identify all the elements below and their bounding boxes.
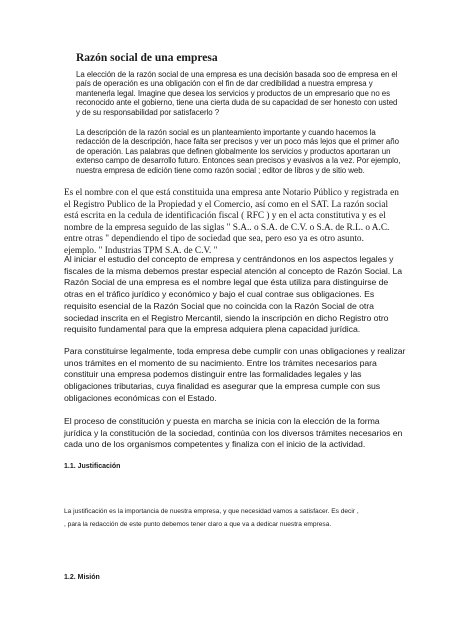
- text-line: requisito fundamental para que la empresa adquiera plena capacidad jurídica.: [64, 324, 361, 335]
- text-line: ejemplo. " Industrias TPM S.A. de C.V. ": [64, 245, 218, 256]
- text-line: entre otras " dependiendo el tipo de sociedad que sea, pero eso ya es otro asunto.: [64, 234, 364, 245]
- text-line: otras en el tráfico jurídico y económico y bajo el cual contrae sus obligaciones. Es: [64, 289, 375, 300]
- text-line: nombre de la empresa seguido de las siglas " S.A.. o S.A. de C.V. o S.A. de R.L. o A.C.: [64, 222, 390, 233]
- text-line: el Registro Publico de la Propiedad y el Comercio, así como en el SAT. La razón social: [64, 199, 389, 210]
- text-line: obligaciones económicas con el Estado.: [64, 392, 217, 403]
- text-line: obligaciones tributarias, cuya finalidad es asegurar que la empresa cumple con sus: [64, 381, 381, 392]
- body-paragraph-3: [64, 416, 402, 451]
- text-line: Para constituirse legalmente, toda empresa debe cumplir con unas obligaciones y realizar: [64, 346, 406, 356]
- text-line: reconocido ante el gobierno, tiene una cierta duda de su capacidad de ser honesto con usted: [76, 98, 398, 108]
- text-line: fiscales de la misma debemos prestar especial atención al concepto de Razón Social. La: [64, 265, 403, 276]
- text-line: Es el nombre con el que está constituida una empresa ante Notario Público y registrada en: [64, 188, 399, 198]
- text-line: redacción de la descripción, hace falta ser precisos y ver un poco más lejos que el primer año: [76, 137, 399, 147]
- text-line: requisito esencial de la Razón Social que no coincida con la Razón Social de otra: [64, 300, 374, 311]
- section-text-line: , para la redacción de este punto debemos tener claro a que va a dedicar nuestra empresa.: [64, 521, 332, 528]
- section-heading-mision: 1.2. Misión: [64, 574, 100, 581]
- text-line: extenso campo de desarrollo futuro. Entonces sean precisos y evasivos a la vez. Por ejemplo,: [76, 156, 401, 166]
- body-paragraph-1: [64, 254, 402, 336]
- text-line: constituir una empresa podemos distinguir entre las formalidades legales y las: [64, 369, 362, 380]
- body-paragraph-2: [64, 346, 405, 405]
- text-line: La elección de la razón social de una empresa es una decisión basada soo de empresa en el: [76, 70, 398, 79]
- section-heading-justificacion: 1.1. Justificación: [64, 463, 121, 470]
- text-line: La descripción de la razón social es un planteamiento importante y cuando hacemos la: [76, 128, 376, 137]
- text-line: jurídica y la constitución de la sociedad, continúa con los diversos trámites necesarios en: [64, 427, 403, 438]
- document-title: Razón social de una empresa: [76, 52, 218, 64]
- text-line: Razón Social de una empresa es el nombre legal que ésta utiliza para distinguirse de: [64, 277, 389, 288]
- intro-paragraph-1: [76, 70, 397, 117]
- text-line: mantenerla legal. Imagine que desea los servicios y productos de un empresario que no es: [76, 88, 391, 98]
- intro-paragraph-2: [76, 128, 400, 175]
- text-line: está escrita en la cedula de identificación fiscal ( RFC ) y en el acta constitutiva y es el: [64, 211, 386, 222]
- text-line: El proceso de constitución y puesta en marcha se inicia con la elección de la forma: [64, 416, 380, 426]
- text-line: unos trámites en el momento de su nacimiento. Entre los trámites necesarios para: [64, 357, 377, 368]
- text-line: de operación. Las palabras que definen globalmente los servicios y productos aportaran un: [76, 146, 391, 156]
- text-line: sociedad inscrita en el Registro Mercantil, siendo la inscripción en dicho Registro otro: [64, 312, 389, 323]
- serif-paragraph: [64, 188, 399, 258]
- section-text-line: La justificación es la importancia de nuestra empresa, y que necesidad vamos a satisfacer. Es decir ,: [64, 508, 359, 515]
- text-line: país de operación es una obligación con el fin de dar credibilidad a nuestra empresa y: [76, 79, 373, 89]
- text-line: nuestra empresa de edición tiene como razón social ; editor de libros y de sitio web.: [76, 165, 365, 175]
- text-line: y de su responsabilidad por satisfacerlo ?: [76, 107, 220, 117]
- text-line: Al iniciar el estudio del concepto de empresa y centrándonos en los aspectos legales y: [64, 254, 394, 264]
- text-line: cada uno de los organismos competentes y finaliza con el inicio de la actividad.: [64, 439, 366, 450]
